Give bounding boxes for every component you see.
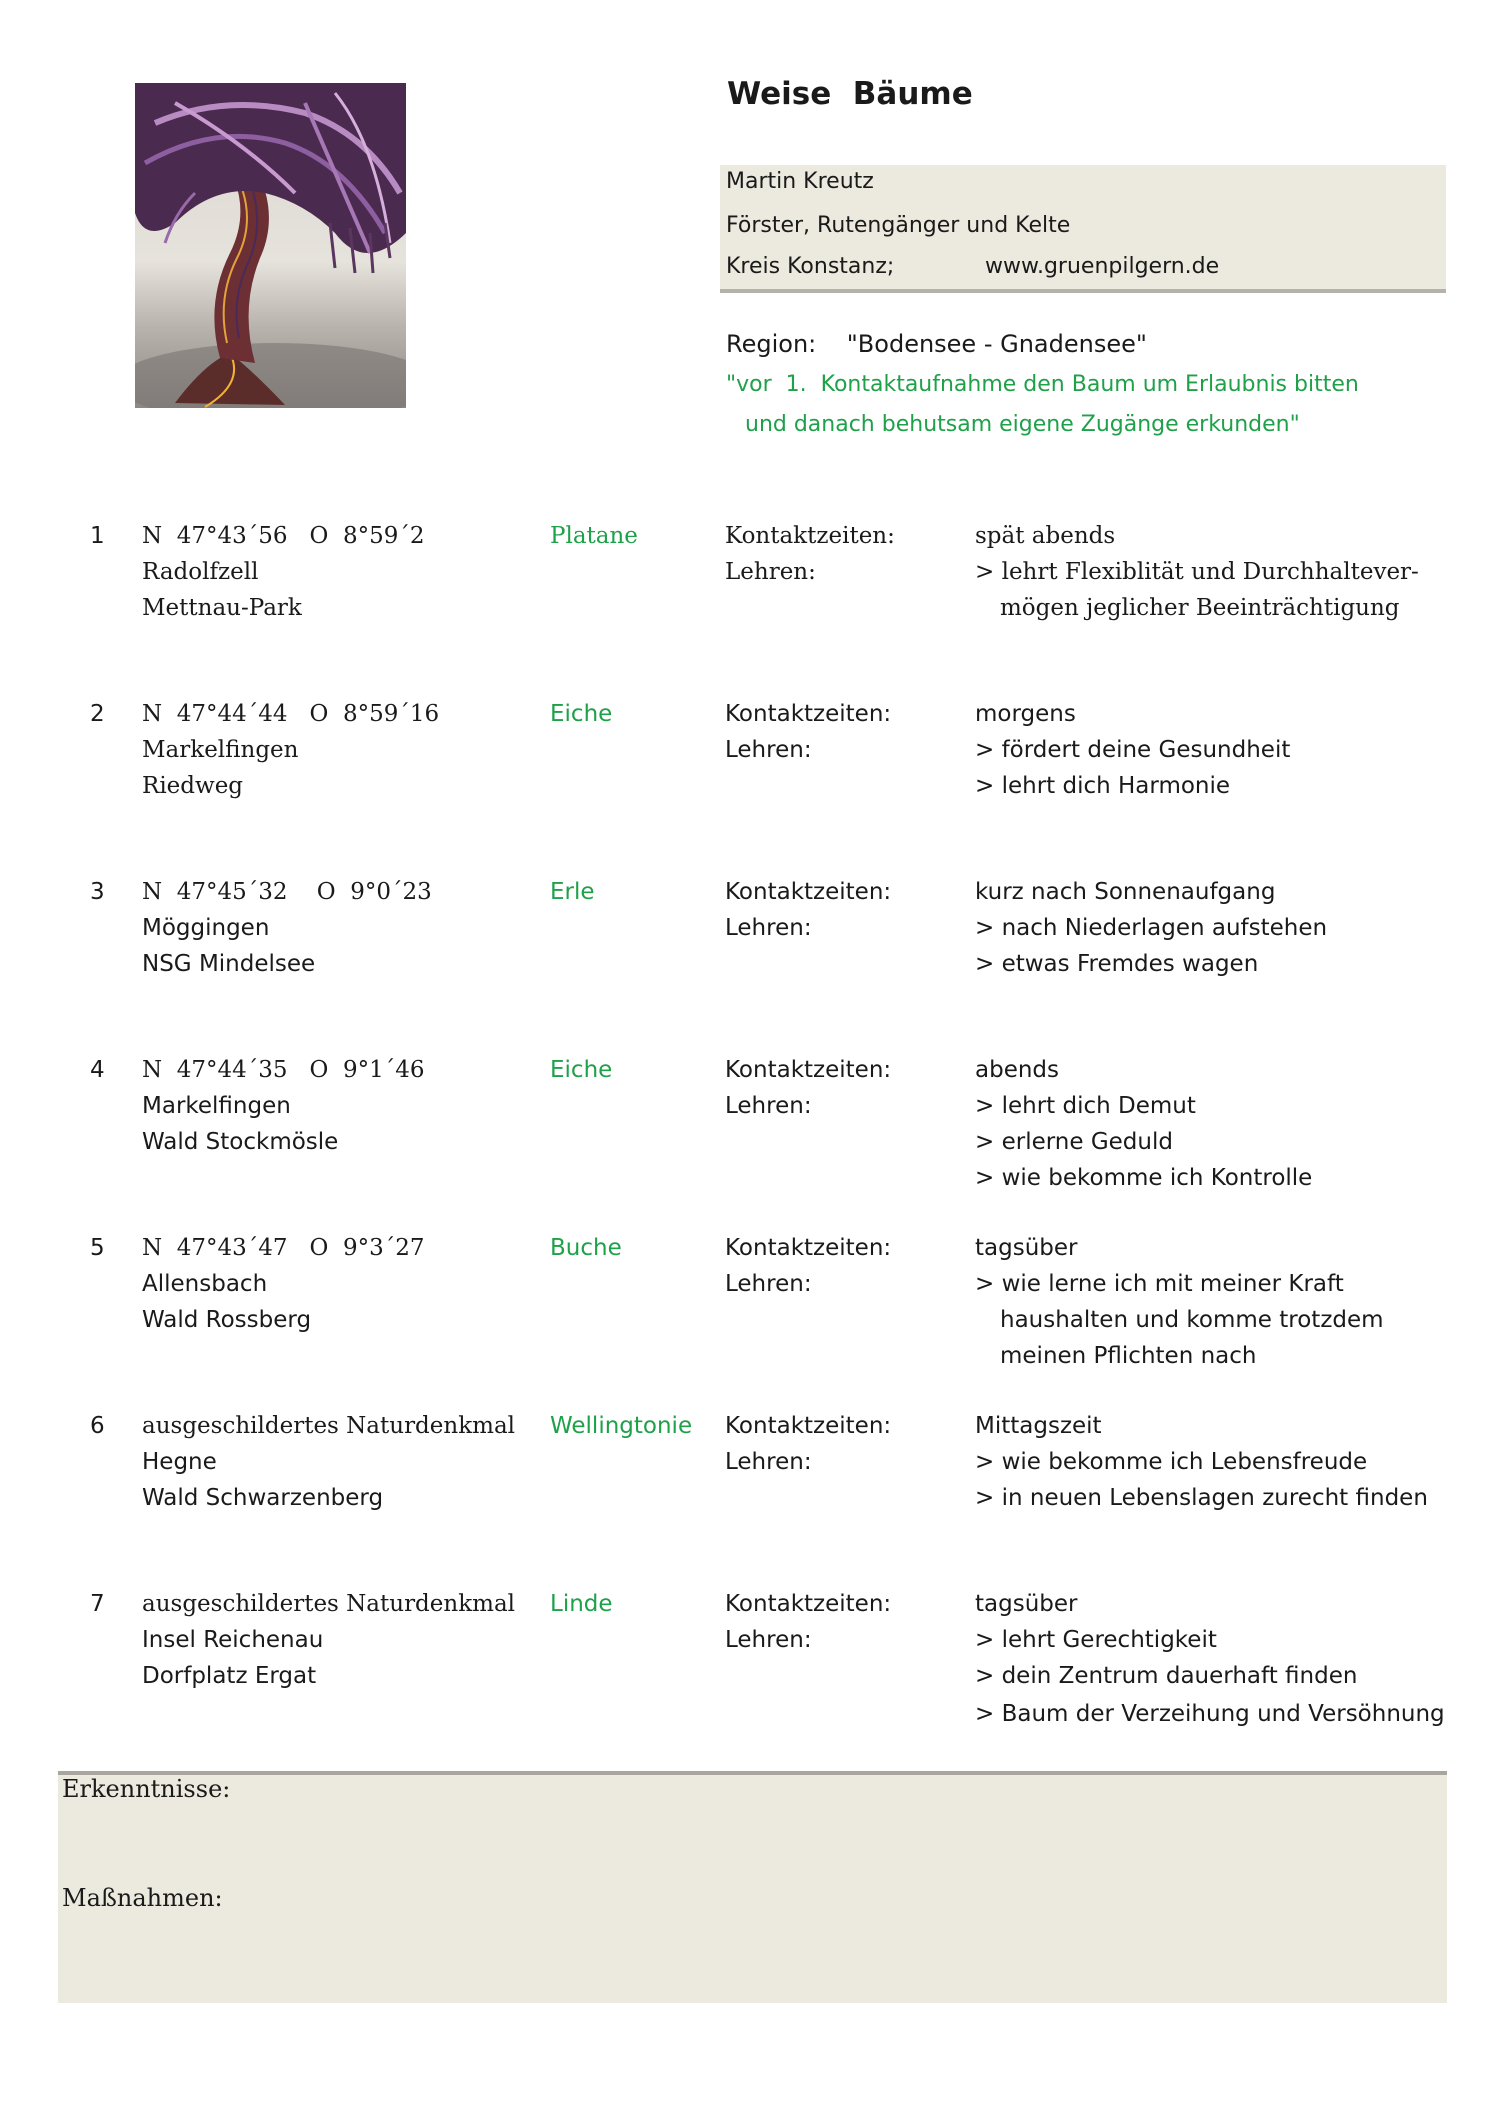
lesson-item: > wie lerne ich mit meiner Kraft [975,1271,1344,1297]
lessons-label: Lehren: [725,1627,812,1653]
lesson-item: > lehrt dich Harmonie [975,773,1231,799]
entry-coordinates: N 47°43´47 O 9°3´27 [142,1235,425,1261]
entry-tree-species: Buche [550,1235,622,1261]
entry-coordinates: N 47°45´32 O 9°0´23 [142,879,432,905]
measures-label: Maßnahmen: [62,1884,223,1912]
lessons-label: Lehren: [725,1093,812,1119]
lesson-item: > wie bekomme ich Lebensfreude [975,1449,1368,1475]
author-profession: Förster, Rutengänger und Kelte [726,213,1071,238]
document-title: Weise Bäume [727,76,973,112]
contact-time-value: abends [975,1057,1060,1083]
entry-place: Wald Schwarzenberg [142,1485,384,1511]
lesson-item: > Baum der Verzeihung und Versöhnung [975,1701,1445,1727]
author-name: Martin Kreutz [726,169,874,194]
entry-coordinates: ausgeschildertes Naturdenkmal [142,1591,516,1617]
entry-place: Riedweg [142,773,244,799]
entry-location: Markelfingen [142,1093,291,1119]
lesson-item: > lehrt Flexiblität und Durchhaltever- [975,559,1419,585]
entry-tree-species: Eiche [550,1057,613,1083]
lesson-item: > fördert deine Gesundheit [975,737,1291,763]
entry-coordinates: N 47°43´56 O 8°59´2 [142,523,425,549]
contact-times-label: Kontaktzeiten: [725,1057,892,1083]
lesson-item: > nach Niederlagen aufstehen [975,915,1328,941]
entry-tree-species: Erle [550,879,595,905]
contact-time-value: spät abends [975,523,1116,549]
tree-entry-2 [0,696,1488,866]
contact-times-label: Kontaktzeiten: [725,701,892,727]
notes-panel[interactable] [58,1771,1447,2003]
author-district: Kreis Konstanz; [726,254,895,279]
contact-times-label: Kontaktzeiten: [725,1235,892,1261]
tree-entry-7 [0,1586,1488,1756]
entry-coordinates: N 47°44´44 O 8°59´16 [142,701,440,727]
entry-place: Mettnau-Park [142,595,302,621]
entry-number: 2 [90,701,105,727]
contact-time-value: kurz nach Sonnenaufgang [975,879,1276,905]
lessons-label: Lehren: [725,1449,812,1475]
lesson-item: > lehrt Gerechtigkeit [975,1627,1217,1653]
entry-location: Insel Reichenau [142,1627,324,1653]
lessons-label: Lehren: [725,915,812,941]
lessons-label: Lehren: [725,559,816,585]
entry-number: 4 [90,1057,105,1083]
entry-number: 3 [90,879,105,905]
tree-entry-1 [0,518,1488,688]
lesson-item: haushalten und komme trotzdem [1000,1307,1384,1333]
entry-place: Wald Rossberg [142,1307,312,1333]
insights-label: Erkenntnisse: [62,1775,231,1803]
entry-tree-species: Platane [550,523,638,549]
lesson-item: mögen jeglicher Beeinträchtigung [1000,595,1400,621]
entry-tree-species: Linde [550,1591,613,1617]
contact-times-label: Kontaktzeiten: [725,879,892,905]
entry-place: Dorfplatz Ergat [142,1663,317,1689]
contact-times-label: Kontaktzeiten: [725,1413,892,1439]
entry-place: NSG Mindelsee [142,951,316,977]
entry-place: Wald Stockmösle [142,1129,339,1155]
region-value: "Bodensee - Gnadensee" [846,330,1147,358]
entry-tree-species: Wellingtonie [550,1413,693,1439]
tree-entry-3 [0,874,1488,1044]
contact-time-value: morgens [975,701,1076,727]
lesson-item: > erlerne Geduld [975,1129,1173,1155]
entry-number: 1 [90,523,105,549]
author-website-link[interactable]: www.gruenpilgern.de [985,254,1220,279]
guidance-quote-line-1: "vor 1. Kontaktaufnahme den Baum um Erlaubnis bitten [726,372,1359,397]
entry-location: Allensbach [142,1271,268,1297]
contact-times-label: Kontaktzeiten: [725,1591,892,1617]
entry-number: 6 [90,1413,105,1439]
entry-coordinates: N 47°44´35 O 9°1´46 [142,1057,425,1083]
region-label: Region: [726,330,817,358]
contact-time-value: Mittagszeit [975,1413,1102,1439]
region-line [726,330,1147,358]
entry-coordinates: ausgeschildertes Naturdenkmal [142,1413,516,1439]
lesson-item: > dein Zentrum dauerhaft finden [975,1663,1358,1689]
contact-time-value: tagsüber [975,1591,1078,1617]
contact-time-value: tagsüber [975,1235,1078,1261]
lesson-item: > etwas Fremdes wagen [975,951,1259,977]
lessons-label: Lehren: [725,1271,812,1297]
author-info-panel [720,165,1446,293]
tree-entry-5 [0,1230,1488,1400]
entry-number: 7 [90,1591,105,1617]
entry-tree-species: Eiche [550,701,613,727]
entry-location: Radolfzell [142,559,259,585]
entry-location: Möggingen [142,915,270,941]
contact-times-label: Kontaktzeiten: [725,523,895,549]
lesson-item: > lehrt dich Demut [975,1093,1196,1119]
lessons-label: Lehren: [725,737,812,763]
tree-painting-image [135,83,406,408]
lesson-item: > wie bekomme ich Kontrolle [975,1165,1313,1191]
lesson-item: meinen Pflichten nach [1000,1343,1257,1369]
tree-entry-4 [0,1052,1488,1222]
guidance-quote-line-2: und danach behutsam eigene Zugänge erkunden" [745,412,1300,437]
entry-number: 5 [90,1235,105,1261]
entry-location: Hegne [142,1449,217,1475]
lesson-item: > in neuen Lebenslagen zurecht finden [975,1485,1428,1511]
tree-entry-6 [0,1408,1488,1578]
entry-location: Markelfingen [142,737,299,763]
